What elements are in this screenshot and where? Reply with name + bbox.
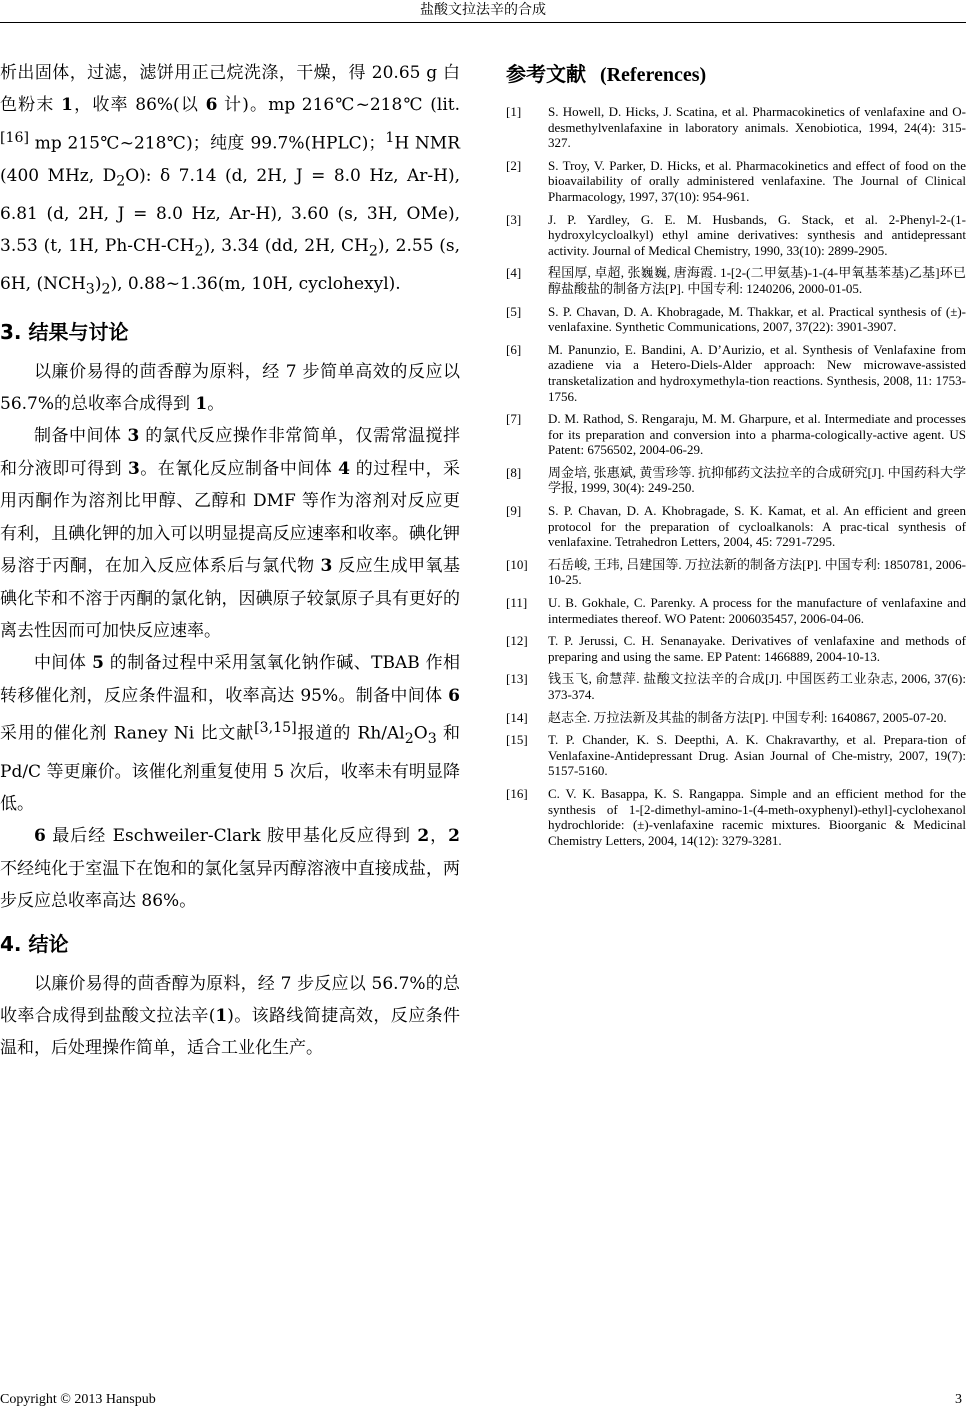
reference-list: [506, 104, 966, 848]
reference-number: [15]: [506, 732, 528, 748]
reference-number: [7]: [506, 411, 522, 427]
reference-text: S. P. Chavan, D. A. Khobragade, M. Thakkar, et al. Practical synthesis of (±)-venlafaxine. Synthetic Communications, 2007, 37(22): 3901-3907.: [548, 303, 966, 335]
reference-text: 周金培, 张惠斌, 黄雪珍等. 抗抑郁药文法拉辛的合成研究[J]. 中国药科大学学报, 1999, 30(4): 249-250.: [548, 464, 966, 496]
reference-item: [506, 158, 966, 205]
reference-text: S. Troy, V. Parker, D. Hicks, et al. Pharmacokinetics and effect of food on the bioavailability of orally administered venlafaxine. The Journal of Clinical Pharmacology, 1997, 37(10): 954-961.: [548, 157, 966, 204]
reference-number: [6]: [506, 341, 522, 357]
reference-text: S. P. Chavan, D. A. Khobragade, S. K. Kamat, et al. An efficient and green protocol for the preparation of cycloalkanols: A prac-tical synthesis of venlafaxine. Tetrahedron Letters, 2004, 45: 7291-7295.: [548, 503, 966, 550]
header-rule: [0, 22, 966, 23]
section-heading-results: 3. 结果与讨论: [0, 319, 129, 344]
reference-item: [506, 465, 966, 496]
reference-number: [2]: [506, 157, 522, 173]
reference-text: U. B. Gokhale, C. Parenky. A process for the manufacture of venlafaxine and intermediates thereof. WO Patent: 2006035457, 2006-04-06.: [548, 595, 966, 626]
conclusion-paragraph: 以廉价易得的茴香醇为原料，经 7 步反应以 56.7%的总收率合成得到盐酸文拉法辛(1)。该路线简捷高效，反应条件温和，后处理操作简单，适合工业化生产。: [0, 973, 460, 1059]
reference-number: [5]: [506, 303, 522, 319]
reference-text: T. P. Jerussi, C. H. Senanayake. Derivatives of venlafaxine and methods of preparing and using the same. EP Patent: 1466889, 2004-10-13.: [548, 633, 966, 664]
page-number: 3: [955, 1392, 962, 1407]
reference-number: [16]: [506, 785, 528, 801]
reference-text: 程国厚, 卓超, 张巍巍, 唐海霞. 1-[2-(二甲氨基)-1-(4-甲氧基苯基)乙基]环已醇盐酸盐的制备方法[P]. 中国专利: 1240206, 2000-01-05.: [548, 265, 966, 296]
results-paragraph-1: 以廉价易得的茴香醇为原料，经 7 步简单高效的反应以 56.7%的总收率合成得到 1。: [0, 361, 460, 415]
reference-item: [506, 411, 966, 458]
reference-number: [12]: [506, 633, 528, 649]
reference-text: D. M. Rathod, S. Rengaraju, M. M. Gharpure, et al. Intermediate and processes for its preparation and conversion into a pharma-cologically-active agent. US Patent: 6756502, 2004-06-29.: [548, 411, 966, 458]
reference-item: [506, 710, 966, 726]
references-column: [506, 57, 966, 855]
reference-text: J. P. Yardley, G. E. M. Husbands, G. Stack, et al. 2-Phenyl-2-(1-hydroxylcycloalkyl) ethyl amine derivatives: synthesis and antidepressant activity. Journal of Medical Chemistry, 1990, 33(10): 2899-2905.: [548, 211, 966, 258]
reference-text: M. Panunzio, E. Bandini, A. D’Aurizio, et al. Synthesis of Venlafaxine from azadiene via a Hetero-Diels-Alder approach: New microwave-assisted transketalization and hydroxymethyla-tion reactions. Synthesis, 2008, 11: 1753-1756.: [548, 341, 966, 404]
reference-text: 钱玉飞, 俞慧萍. 盐酸文拉法辛的合成[J]. 中国医药工业杂志, 2006, 37(6): 373-374.: [548, 671, 966, 702]
reference-number: [3]: [506, 211, 522, 227]
citation-ref: [3,15]: [254, 720, 297, 737]
header-title: 盐酸文拉法辛的合成: [420, 2, 546, 18]
reference-item: [506, 503, 966, 550]
reference-item: [506, 595, 966, 626]
running-header: [0, 0, 966, 24]
reference-item: [506, 671, 966, 702]
citation-ref: [16]: [0, 129, 30, 146]
references-heading: 参考文献 (References): [506, 62, 707, 86]
section-heading-conclusion: 4. 结论: [0, 931, 69, 956]
results-paragraph-2: 制备中间体 3 的氯代反应操作非常简单，仅需常温搅拌和分液即可得到 3。在氰化反应制备中间体 4 的过程中，采用丙酮作为溶剂比甲醇、乙醇和 DMF 等作为溶剂对反应更有利，且碘化钾的加入可以明显提高反应速率和收率。碘化钾易溶于丙酮，在加入反应体系后与氯代物 3 反应生成甲氧基碘化苄和不溶于丙酮的氯化钠，因碘原子较氯原子具有更好的离去性因而可加快反应速率。: [0, 426, 461, 641]
nmr-paragraph: 析出固体，过滤，滤饼用正己烷洗涤，干燥，得 20.65 g 白色粉末 1，收率 86%(以 6 计)。mp 216℃~218℃ (lit.[16] mp 215℃~218℃)；纯度 99.7%(HPLC)；$^1$H NMR (400 MHz, $D_2O$): δ 7.14 (d, 2H, J = 8.0 Hz, Ar-H), 6.81 (d, 2H, J = 8.0 Hz, Ar-H), 3.60 (s, 3H, OMe), 3.53 (t, 1H, $Ph-CH-CH_2$), 3.34 (dd, 2H, $CH_2$), 2.55 (s, 6H, $(NCH_3)_2$), 0.88~1.36(m, 10H, cyclohexyl).: [0, 63, 461, 298]
copyright: Copyright © 2013 Hanspub: [0, 1392, 156, 1407]
reference-number: [9]: [506, 503, 522, 519]
reference-item: [506, 104, 966, 151]
reference-item: [506, 304, 966, 335]
left-column: [0, 57, 460, 1065]
reference-number: [4]: [506, 265, 522, 281]
reference-number: [11]: [506, 595, 528, 611]
results-paragraph-4: 6 最后经 Eschweiler-Clark 胺甲基化反应得到 2，2 不经纯化于室温下在饱和的氯化氢异丙醇溶液中直接成盐，两步反应总收率高达 86%。: [0, 826, 460, 912]
reference-item: [506, 786, 966, 848]
reference-text: T. P. Chander, K. S. Deepthi, A. K. Chakravarthy, et al. Prepara-tion of Venlafaxine-Antidepressant Drug. Asian Journal of Che-mistry, 2007, 19(7): 5157-5160.: [548, 732, 966, 779]
reference-number: [13]: [506, 671, 528, 687]
reference-number: [14]: [506, 709, 528, 725]
reference-item: [506, 732, 966, 779]
reference-item: [506, 557, 966, 588]
reference-number: [1]: [506, 104, 522, 119]
reference-item: [506, 342, 966, 404]
reference-text: S. Howell, D. Hicks, J. Scatina, et al. Pharmacokinetics of venlafaxine and O-desmethylvenlafaxine in laboratory animals. Xenobiotica, 1994, 24(4): 315-327.: [548, 104, 966, 151]
reference-item: [506, 633, 966, 664]
reference-item: [506, 265, 966, 296]
reference-text: 赵志全. 万拉法新及其盐的制备方法[P]. 中国专利: 1640867, 2005-07-20.: [548, 709, 947, 725]
reference-item: [506, 212, 966, 259]
reference-text: 石岳峻, 王玮, 吕建国等. 万拉法新的制备方法[P]. 中国专利: 1850781, 2006-10-25.: [548, 556, 966, 588]
reference-number: [10]: [506, 556, 528, 572]
reference-number: [8]: [506, 464, 522, 480]
results-paragraph-3: 中间体 5 的制备过程中采用氢氧化钠作碱、TBAB 作相转移催化剂，反应条件温和，收率高达 95%。制备中间体 6 采用的催化剂 Raney Ni 比文献[3,15]报道的 $Rh/Al_2O_3$ 和 Pd/C 等更廉价。该催化剂重复使用 5 次后，收率未有明显降低。: [0, 653, 461, 814]
reference-text: C. V. K. Basappa, K. S. Rangappa. Simple and an efficient method for the synthesis of 1-[2-dimethyl-amino-1-(4-meth-oxyphenyl)-ethyl]-cyclohexanol hydrochloride: (±)-venlafaxine racemic mixtures. Bioorganic & Medicinal Chemistry Letters, 2004, 14(12): 3279-3281.: [548, 785, 966, 848]
